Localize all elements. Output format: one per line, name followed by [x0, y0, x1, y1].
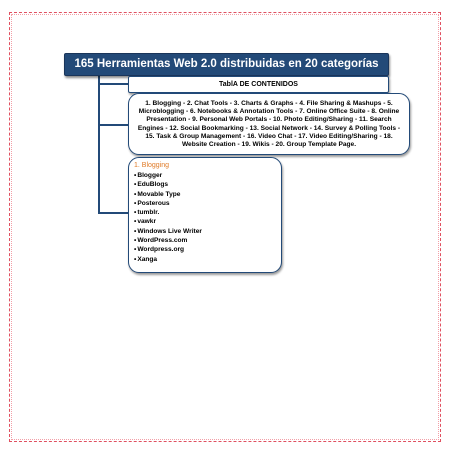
- connector-blogging: [98, 212, 128, 214]
- blogging-heading: 1. Blogging: [134, 162, 170, 169]
- connector-trunk: [98, 74, 100, 214]
- list-item: • Blogger: [134, 171, 276, 180]
- list-item: • Xanga: [134, 255, 276, 264]
- connector-toc: [98, 83, 128, 85]
- list-item: • Windows Live Writer: [134, 227, 276, 236]
- categories-list: [128, 93, 410, 155]
- page-title: 165 Herramientas Web 2.0 distribuidas en 20 categorías: [64, 53, 389, 76]
- categories-text: 1. Blogging - 2. Chat Tools - 3. Charts & Graphs - 4. File Sharing & Mashups - 5. Microblogging - 6. Notebooks & Annotation Tools - 7. Online Office Suite - 8. Online Presentation - 9. Personal Web Portals - 10. Photo Editing/Sharing - 11. Search Engines - 12. Social Bookmarking - 13. Social Network - 14. Survey & Polling Tools - 15. Task & Group Management - 16. Video Chat - 17. Video Editing/Sharing - 18. Website Creation - 19. Wikis - 20. Group Template Page.: [137, 100, 401, 149]
- list-item: • Movable Type: [134, 190, 276, 199]
- blogging-tool-list: [134, 171, 276, 264]
- connector-categories: [98, 124, 128, 126]
- list-item: • EduBlogs: [134, 180, 276, 189]
- list-item: • tumblr.: [134, 208, 276, 217]
- list-item: • WordPress.com: [134, 236, 276, 245]
- list-item: • Wordpress.org: [134, 245, 276, 254]
- table-of-contents-label: TablA DE CONTENIDOS: [128, 76, 389, 93]
- list-item: • Posterous: [134, 199, 276, 208]
- blogging-section: [128, 157, 282, 273]
- list-item: • vawkr: [134, 217, 276, 226]
